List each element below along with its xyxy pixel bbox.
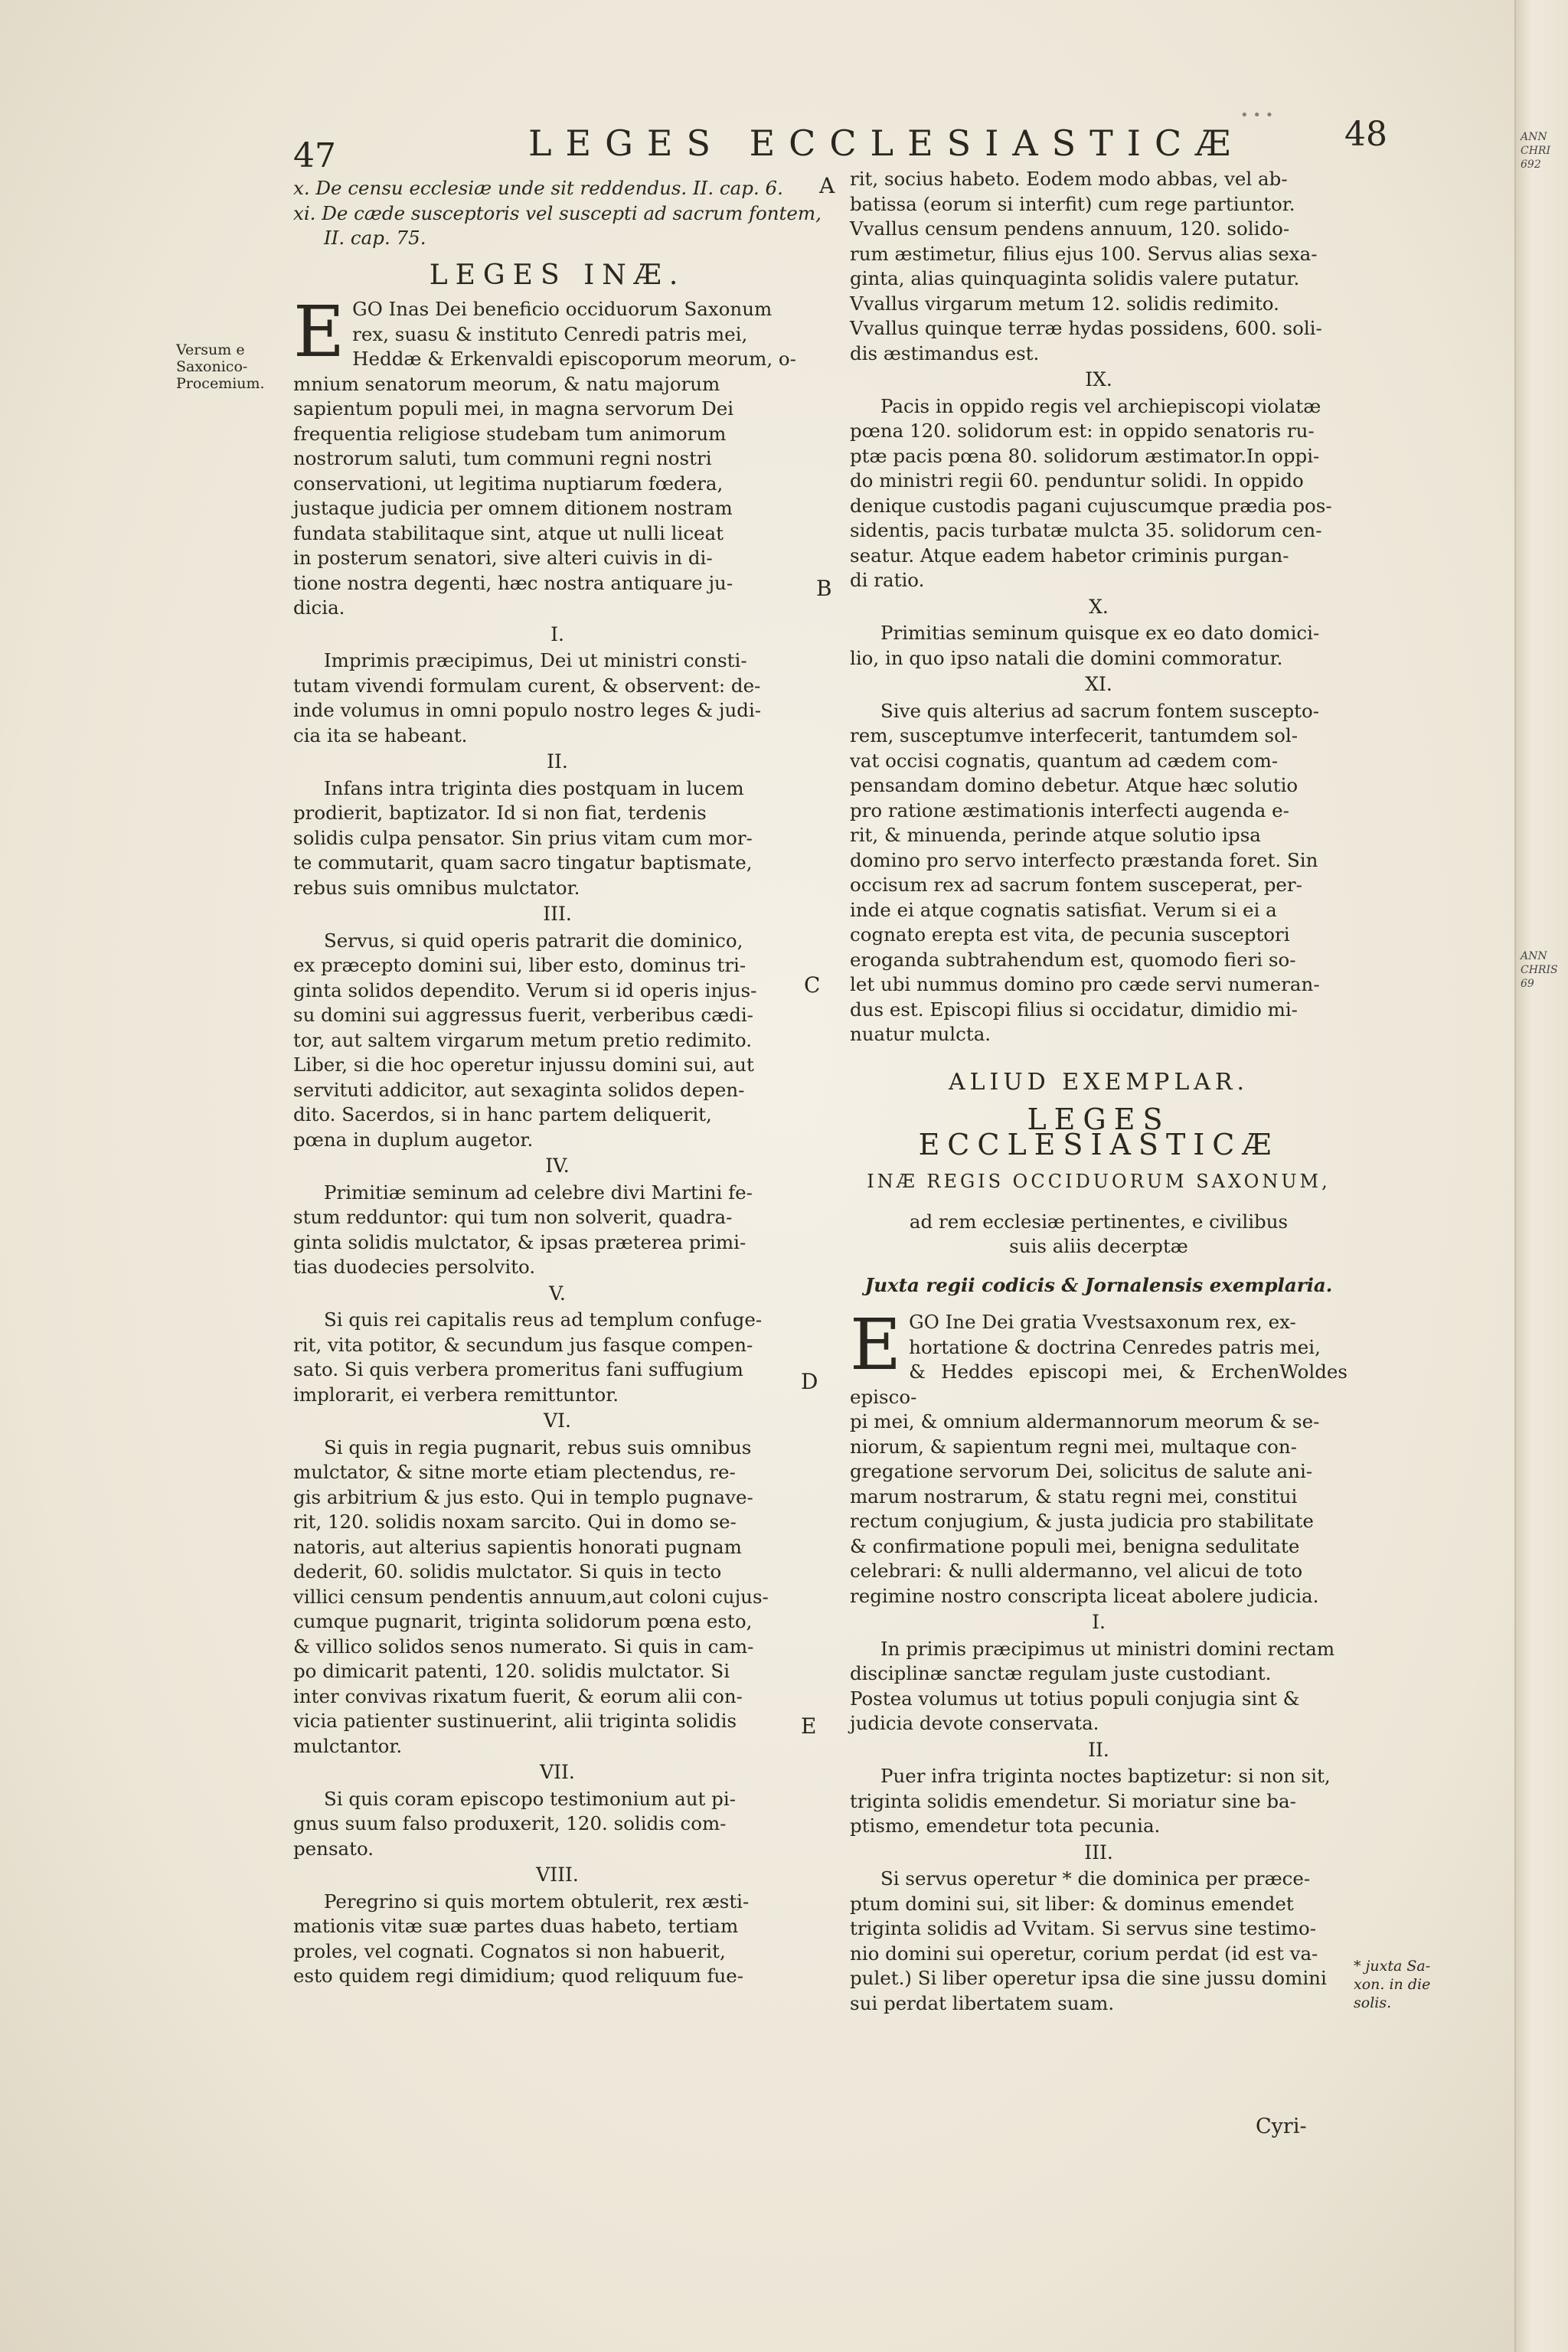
text-line: seatur. Atque eadem habetor criminis purgan- xyxy=(850,544,1289,567)
text-line: nuatur mulcta. xyxy=(850,1023,991,1045)
right-sections xyxy=(850,368,1348,1047)
text-line: & villico solidos senos numerato. Si quis in cam- xyxy=(293,1635,754,1658)
margin-note-line: Procemium. xyxy=(176,375,265,392)
section-number: IV. xyxy=(545,1155,570,1177)
text-line: inde ei atque cognatis satisfiat. Verum si ei a xyxy=(850,898,1277,921)
text-line: marum nostrarum, & statu regni mei, constitui xyxy=(850,1485,1298,1508)
section-body xyxy=(293,1890,822,1989)
text-line: rit, vita potitor, & secundum jus fasque compen- xyxy=(293,1333,753,1356)
section-body xyxy=(293,1436,822,1759)
text-line: Peregrino si quis mortem obtulerit, rex æsti- xyxy=(324,1890,750,1913)
text-line: GO Inas Dei beneficio occiduorum Saxonum xyxy=(352,298,773,320)
text-line: sui perdat libertatem suam. xyxy=(850,1991,1115,2014)
footnote xyxy=(1354,1957,1430,2012)
toc-line: xi. De cæde susceptoris vel suscepti ad sacrum fontem, xyxy=(293,201,822,224)
text-line: gis arbitrium & jus esto. Qui in templo pugnave- xyxy=(293,1485,753,1508)
text-line: ex præcepto domini sui, liber esto, dominus tri- xyxy=(293,954,746,976)
text-line: sato. Si quis verbera promeritus fani suffugium xyxy=(293,1358,743,1380)
text-line: ptæ pacis pœna 80. solidorum æstimator.In oppi- xyxy=(850,444,1320,467)
section-body xyxy=(293,1787,822,1862)
next-page-edge xyxy=(1514,0,1568,2352)
text-line: frequentia religiose studebam tum animorum xyxy=(293,422,727,445)
text-line: GO Ine Dei gratia Vvestsaxonum rex, ex- xyxy=(909,1311,1296,1333)
footnote-line: xon. in die xyxy=(1354,1976,1431,1993)
text-line: dicia. xyxy=(293,596,345,619)
text-line: conservationi, ut legitima nuptiarum fœdera, xyxy=(293,472,724,495)
text-line: dederit, 60. solidis mulctator. Si quis in tecto xyxy=(293,1560,722,1583)
section-body xyxy=(293,776,822,901)
text-line: Vvallus virgarum metum 12. solidis redimito. xyxy=(850,292,1279,315)
text-line: Si quis rei capitalis reus ad templum confuge- xyxy=(324,1308,763,1331)
text-line: servituti addicitor, aut sexaginta solidos depen- xyxy=(293,1078,745,1101)
text-line: gnus suum falso produxerit, 120. solidis com- xyxy=(293,1812,727,1834)
prologue xyxy=(293,291,822,621)
text-line: vat occisi cognatis, quantum ad cædem com- xyxy=(850,749,1279,772)
text-line: & Heddes episcopi mei, & ErchenWoldes episco- xyxy=(850,1361,1348,1408)
text-line: Vvallus quinque terræ hydas possidens, 600. soli- xyxy=(850,317,1322,339)
text-line: In primis præcipimus ut ministri domini rectam xyxy=(880,1637,1335,1660)
text-line: sapientum populi mei, in magna servorum Dei xyxy=(293,397,734,420)
text-line: lio, in quo ipso natali die domini commoratur. xyxy=(850,646,1283,669)
table-of-contents xyxy=(293,176,822,251)
text-line: po dimicarit patenti, 120. solidis mulctator. Si xyxy=(293,1660,730,1682)
section-number: II. xyxy=(1088,1738,1109,1761)
text-line: niorum, & sapientum regni mei, multaque con- xyxy=(850,1435,1297,1458)
year-note-line: CHRI xyxy=(1521,145,1550,157)
text-line: hortatione & doctrina Cenredes patris mei, xyxy=(909,1335,1321,1358)
section-body xyxy=(850,394,1348,593)
text-line: natoris, aut alterius sapientis honorati pugnam xyxy=(293,1535,742,1558)
text-line: rex, suasu & instituto Cenredi patris mei, xyxy=(352,322,748,345)
text-line: Pacis in oppido regis vel archiepiscopi violatæ xyxy=(880,394,1321,417)
subtitle-line: ad rem ecclesiæ pertinentes, e civilibus xyxy=(909,1210,1289,1233)
text-line: dis æstimandus est. xyxy=(850,341,1040,364)
right-page-number: 48 xyxy=(1344,115,1387,154)
text-line: pensato. xyxy=(293,1837,374,1860)
running-title: LEGES ECCLESIASTICÆ xyxy=(528,122,1245,164)
text-line: nostrorum saluti, tum communi regni nostri xyxy=(293,447,712,469)
gutter-letter-a: A xyxy=(819,173,835,198)
text-line: ptum domini sui, sit liber: & dominus emendet xyxy=(850,1892,1294,1915)
section-number: III. xyxy=(1084,1841,1113,1864)
toc-line: x. De censu ecclesiæ unde sit reddendus. II. cap. 6. xyxy=(293,177,783,199)
text-line: & confirmatione populi mei, benigna sedulitate xyxy=(850,1534,1300,1557)
text-line: judicia devote conservata. xyxy=(850,1712,1099,1734)
text-line: rit, socius habeto. Eodem modo abbas, vel ab- xyxy=(850,168,1288,190)
second-sections xyxy=(850,1610,1348,2016)
text-line: mulctator, & sitne morte etiam plectendus, re- xyxy=(293,1461,736,1483)
right-column xyxy=(850,167,1348,2016)
text-line: in posterum senatori, sive alteri cuivis in di- xyxy=(293,547,713,569)
text-line: rectum conjugium, & justa judicia pro stabilitate xyxy=(850,1510,1314,1532)
section-number: VII. xyxy=(540,1761,575,1783)
text-line: batissa (eorum si interfit) cum rege partiuntor. xyxy=(850,192,1295,215)
section-body xyxy=(293,1308,822,1407)
year-note-line: ANN xyxy=(1521,131,1547,143)
text-line: su domini sui aggressus fuerit, verberibus cædi- xyxy=(293,1004,753,1026)
text-line: inde volumus in omni populo nostro leges & judi- xyxy=(293,699,762,721)
section-number: IX. xyxy=(1085,368,1112,390)
text-line: nio domini sui operetur, corium perdat (id est va- xyxy=(850,1942,1318,1965)
text-line: gregatione servorum Dei, solicitus de salute ani- xyxy=(850,1460,1313,1482)
text-line: ginta, alias quinquaginta solidis valere putatur. xyxy=(850,267,1300,289)
text-line: pœna in duplum augetor. xyxy=(293,1128,534,1151)
section-body xyxy=(293,1181,822,1280)
source-line: Juxta regii codicis & Jornalensis exemplaria. xyxy=(864,1273,1333,1296)
section-body xyxy=(293,648,822,748)
text-line: mnium senatorum meorum, & natu majorum xyxy=(293,372,720,395)
text-line: rem, susceptumve interfecerit, tantumdem sol- xyxy=(850,724,1298,746)
section-number: III. xyxy=(543,903,572,925)
year-note-mid xyxy=(1521,949,1566,991)
section-number: I. xyxy=(550,622,564,645)
text-line: Liber, si die hoc operetur injussu domini sui, aut xyxy=(293,1054,754,1076)
footnote-line: solis. xyxy=(1354,1994,1392,2011)
second-prologue xyxy=(850,1304,1348,1609)
text-line: Si quis in regia pugnarit, rebus suis omnibus xyxy=(324,1436,752,1459)
text-line: Sive quis alterius ad sacrum fontem suscepto- xyxy=(880,699,1320,722)
text-line: pœna 120. solidorum est: in oppido senatoris ru- xyxy=(850,420,1315,442)
margin-note-line: Versum e xyxy=(176,341,245,358)
section-body xyxy=(850,1764,1348,1839)
text-line: Si quis coram episcopo testimonium aut pi- xyxy=(324,1787,736,1810)
text-line: mationis vitæ suæ partes duas habeto, tertiam xyxy=(293,1915,739,1937)
text-line: Heddæ & Erkenvaldi episcoporum meorum, o- xyxy=(352,348,796,370)
text-line: vicia patienter sustinuerint, alii triginta solidis xyxy=(293,1710,737,1732)
text-line: tione nostra degenti, hæc nostra antiquare ju- xyxy=(293,571,733,594)
text-line: dito. Sacerdos, si in hanc partem deliquerit, xyxy=(293,1103,712,1125)
gutter-letter-b: B xyxy=(816,576,832,601)
text-line: fundata stabilitaque sint, atque ut nulli liceat xyxy=(293,521,724,544)
text-line: rum æstimetur, filius ejus 100. Servus alias sexa- xyxy=(850,242,1318,265)
text-line: Postea volumus ut totius populi conjugia sint & xyxy=(850,1687,1300,1710)
section-number: X. xyxy=(1089,595,1109,618)
text-line: rebus suis omnibus mulctator. xyxy=(293,876,580,899)
catchword: Cyri- xyxy=(1256,2115,1307,2138)
leges-inae-heading: LEGES INÆ. xyxy=(429,259,686,291)
text-line: justaque judicia per omnem ditionem nostram xyxy=(293,497,733,519)
ornament-dots: • • • xyxy=(1240,107,1274,123)
text-line: ptismo, emendetur tota pecunia. xyxy=(850,1815,1161,1837)
text-line: tor, aut saltem virgarum metum pretio redimito. xyxy=(293,1028,753,1051)
section-body xyxy=(850,1867,1348,2016)
text-line: dus est. Episcopi filius si occidatur, dimidio mi- xyxy=(850,998,1298,1021)
right-opening-text xyxy=(850,167,1348,366)
year-note-line: 692 xyxy=(1521,158,1541,171)
year-note-line: CHRIS xyxy=(1521,964,1558,976)
section-number: V. xyxy=(549,1282,566,1305)
section-body xyxy=(850,1637,1348,1736)
text-line: sidentis, pacis turbatæ mulcta 35. solidorum cen- xyxy=(850,519,1322,541)
year-note-top xyxy=(1521,130,1566,172)
text-line: tutam vivendi formulam curent, & observent: de- xyxy=(293,674,761,697)
text-line: Puer infra triginta noctes baptizetur: si non sit, xyxy=(880,1765,1331,1787)
text-line: proles, vel cognati. Cognatos si non habuerit, xyxy=(293,1939,726,1962)
text-line: Infans intra triginta dies postquam in lucem xyxy=(324,776,744,799)
margin-note-line: Saxonico- xyxy=(176,358,248,375)
text-line: rit, & minuenda, perinde atque solutio ipsa xyxy=(850,824,1261,846)
text-line: Si servus operetur * die dominica per præce- xyxy=(880,1867,1311,1890)
text-line: implorarit, ei verbera remittuntor. xyxy=(293,1383,619,1406)
text-line: triginta solidis emendetur. Si moriatur sine ba- xyxy=(850,1789,1296,1812)
text-line: regimine nostro conscripta liceat abolere judicia. xyxy=(850,1584,1319,1607)
text-line: stum redduntor: qui tum non solverit, quadra- xyxy=(293,1206,733,1228)
left-sections xyxy=(293,622,822,1989)
section-body xyxy=(850,699,1348,1047)
drop-capital: E xyxy=(293,291,345,373)
leges-ecclesiasticae-heading: LEGES ECCLESIASTICÆ xyxy=(918,1102,1279,1161)
text-line: Primitias seminum quisque ex eo dato domici- xyxy=(880,622,1320,644)
text-line: di ratio. xyxy=(850,569,925,591)
text-line: cognato erepta est vita, de pecunia susceptori xyxy=(850,923,1290,946)
left-page-number: 47 xyxy=(293,136,336,175)
toc-line: II. cap. 75. xyxy=(324,227,426,249)
text-line: Primitiæ seminum ad celebre divi Martini fe- xyxy=(324,1181,753,1204)
gutter-letter-d: D xyxy=(801,1369,818,1394)
margin-note xyxy=(176,341,265,392)
year-note-line: 69 xyxy=(1521,978,1534,990)
subtitle xyxy=(850,1210,1348,1259)
text-line: prodierit, baptizator. Id si non fiat, terdenis xyxy=(293,802,707,824)
year-note-line: ANN xyxy=(1521,950,1547,962)
section-body xyxy=(293,929,822,1153)
section-number: XI. xyxy=(1085,673,1112,695)
section-body xyxy=(850,621,1348,671)
inae-regis-heading: INÆ REGIS OCCIDUORUM SAXONUM, xyxy=(867,1171,1331,1192)
text-line: mulctantor. xyxy=(293,1734,403,1757)
text-line: ginta solidis mulctator, & ipsas præterea primi- xyxy=(293,1230,746,1253)
section-number: VI. xyxy=(544,1410,571,1432)
section-number: VIII. xyxy=(536,1864,579,1886)
text-line: disciplinæ sanctæ regulam juste custodiant. xyxy=(850,1662,1272,1684)
text-line: Vvallus censum pendens annuum, 120. solido- xyxy=(850,217,1290,240)
text-line: tias duodecies persolvito. xyxy=(293,1256,536,1278)
left-column xyxy=(293,176,822,1989)
text-line: Servus, si quid operis patrarit die dominico, xyxy=(324,929,743,952)
text-line: te commutarit, quam sacro tingatur baptismate, xyxy=(293,851,753,874)
gutter-letter-e: E xyxy=(801,1713,817,1739)
text-line: pi mei, & omnium aldermannorum meorum & se- xyxy=(850,1410,1320,1432)
subtitle-line: suis aliis decerptæ xyxy=(1009,1235,1188,1257)
text-line: pensandam domino debetur. Atque hæc solutio xyxy=(850,774,1298,796)
text-line: denique custodis pagani cujuscumque prædia pos- xyxy=(850,494,1332,517)
gutter-letter-c: C xyxy=(804,972,821,998)
text-line: ginta solidos dependito. Verum si id operis injus- xyxy=(293,978,757,1001)
text-line: inter convivas rixatum fuerit, & eorum alii con- xyxy=(293,1684,743,1707)
text-line: solidis culpa pensator. Sin prius vitam cum mor- xyxy=(293,826,753,849)
second-drop-capital: E xyxy=(850,1304,902,1386)
text-line: do ministri regii 60. penduntur solidi. In oppido xyxy=(850,469,1304,492)
footnote-line: * juxta Sa- xyxy=(1354,1958,1431,1975)
text-line: eroganda subtrahendum est, quomodo fieri so- xyxy=(850,948,1296,971)
section-number: I. xyxy=(1092,1611,1106,1633)
text-line: cumque pugnarit, triginta solidorum pœna esto, xyxy=(293,1610,753,1632)
text-line: triginta solidis ad Vvitam. Si servus sine testimo- xyxy=(850,1917,1317,1939)
text-line: esto quidem regi dimidium; quod reliquum fue- xyxy=(293,1965,744,1987)
text-line: pro ratione æstimationis interfecti augenda e- xyxy=(850,799,1289,822)
text-line: pulet.) Si liber operetur ipsa die sine jussu domini xyxy=(850,1967,1327,1989)
text-line: occisum rex ad sacrum fontem susceperat, per- xyxy=(850,874,1302,896)
aliud-exemplar-heading: ALIUD EXEMPLAR. xyxy=(948,1068,1250,1096)
text-line: cia ita se habeant. xyxy=(293,724,468,746)
text-line: Imprimis præcipimus, Dei ut ministri consti- xyxy=(324,649,747,671)
section-number: II. xyxy=(547,750,568,773)
text-line: villici censum pendentis annuum,aut coloni cujus- xyxy=(293,1585,769,1608)
text-line: let ubi nummus domino pro cæde servi numeran- xyxy=(850,973,1320,995)
text-line: domino pro servo interfecto præstanda foret. Sin xyxy=(850,848,1318,871)
text-line: rit, 120. solidis noxam sarcito. Qui in domo se- xyxy=(293,1511,737,1533)
text-line: celebrari: & nulli aldermanno, vel alicui de toto xyxy=(850,1560,1303,1582)
